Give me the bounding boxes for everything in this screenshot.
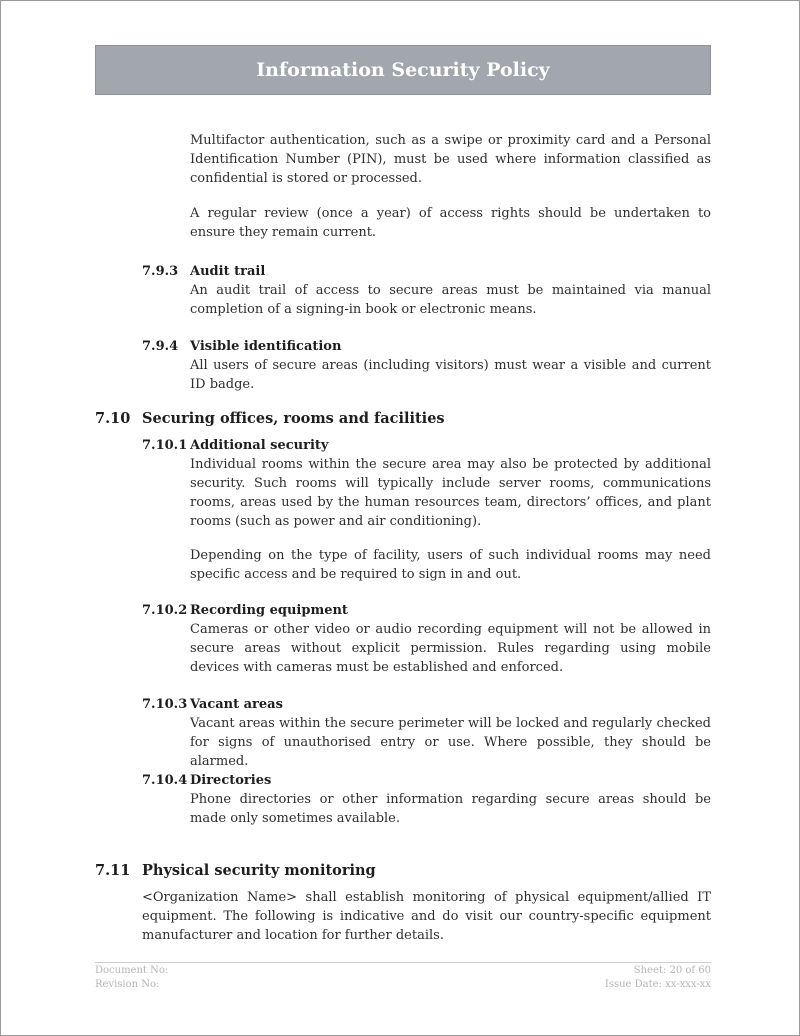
audit-trail-body: An audit trail of access to secure areas must be maintained via manual completion of a signing-in book or electronic means. bbox=[190, 283, 711, 317]
physical-security-monitoring-body: <Organization Name> shall establish monitoring of physical equipment/allied IT equipment. The following is indicative and do visit our country-specific equipment manufacturer and location for further details. bbox=[142, 890, 711, 943]
section-title-securing-offices: Securing offices, rooms and facilities bbox=[142, 410, 445, 427]
section-title-directories: Directories bbox=[190, 773, 272, 788]
intro-paragraph-2: A regular review (once a year) of access rights should be undertaken to ensure they remain current. bbox=[190, 206, 711, 240]
footer-divider bbox=[95, 962, 711, 963]
intro-paragraph-1: Multifactor authentication, such as a swipe or proximity card and a Personal Identification Number (PIN), must be used where information classified as confidential is stored or processed. bbox=[190, 133, 711, 186]
section-number-7-10-4: 7.10.4 bbox=[142, 773, 188, 788]
section-number-7-11: 7.11 bbox=[95, 862, 131, 879]
section-title-recording-equipment: Recording equipment bbox=[190, 603, 348, 618]
section-title-physical-security-monitoring: Physical security monitoring bbox=[142, 862, 376, 879]
section-number-7-9-3: 7.9.3 bbox=[142, 264, 179, 279]
section-number-7-10: 7.10 bbox=[95, 410, 131, 427]
footer-issue-date: Issue Date: xx-xxx-xx bbox=[604, 979, 711, 990]
additional-security-body-2: Depending on the type of facility, users of such individual rooms may need specific access and be required to sign in and out. bbox=[190, 548, 711, 582]
section-title-visible-identification: Visible identification bbox=[190, 339, 342, 354]
section-title-additional-security: Additional security bbox=[190, 438, 329, 453]
section-number-7-10-3: 7.10.3 bbox=[142, 697, 188, 712]
visible-identification-body: All users of secure areas (including visitors) must wear a visible and current ID badge. bbox=[190, 358, 711, 392]
section-title-audit-trail: Audit trail bbox=[190, 264, 266, 279]
footer-sheet-number: Sheet: 20 of 60 bbox=[633, 965, 711, 976]
document-title: Information Security Policy bbox=[256, 59, 550, 81]
section-title-vacant-areas: Vacant areas bbox=[190, 697, 283, 712]
directories-body: Phone directories or other information regarding secure areas should be made only sometimes available. bbox=[190, 792, 711, 826]
header-banner bbox=[95, 45, 711, 95]
section-number-7-10-2: 7.10.2 bbox=[142, 603, 188, 618]
additional-security-body-1: Individual rooms within the secure area may also be protected by additional security. Such rooms will typically include server rooms, communications rooms, areas used by the human resources team, directors’ offices, and plant rooms (such as power and air conditioning). bbox=[190, 457, 711, 529]
recording-equipment-body: Cameras or other video or audio recording equipment will not be allowed in secure areas without explicit permission. Rules regarding using mobile devices with cameras must be established and enforced. bbox=[190, 622, 711, 675]
vacant-areas-body: Vacant areas within the secure perimeter will be locked and regularly checked for signs of unauthorised entry or use. Where possible, they should be alarmed. bbox=[190, 716, 711, 769]
footer-revision-no: Revision No: bbox=[95, 979, 160, 990]
footer-document-no: Document No: bbox=[95, 965, 169, 976]
section-number-7-9-4: 7.9.4 bbox=[142, 339, 179, 354]
section-number-7-10-1: 7.10.1 bbox=[142, 438, 188, 453]
